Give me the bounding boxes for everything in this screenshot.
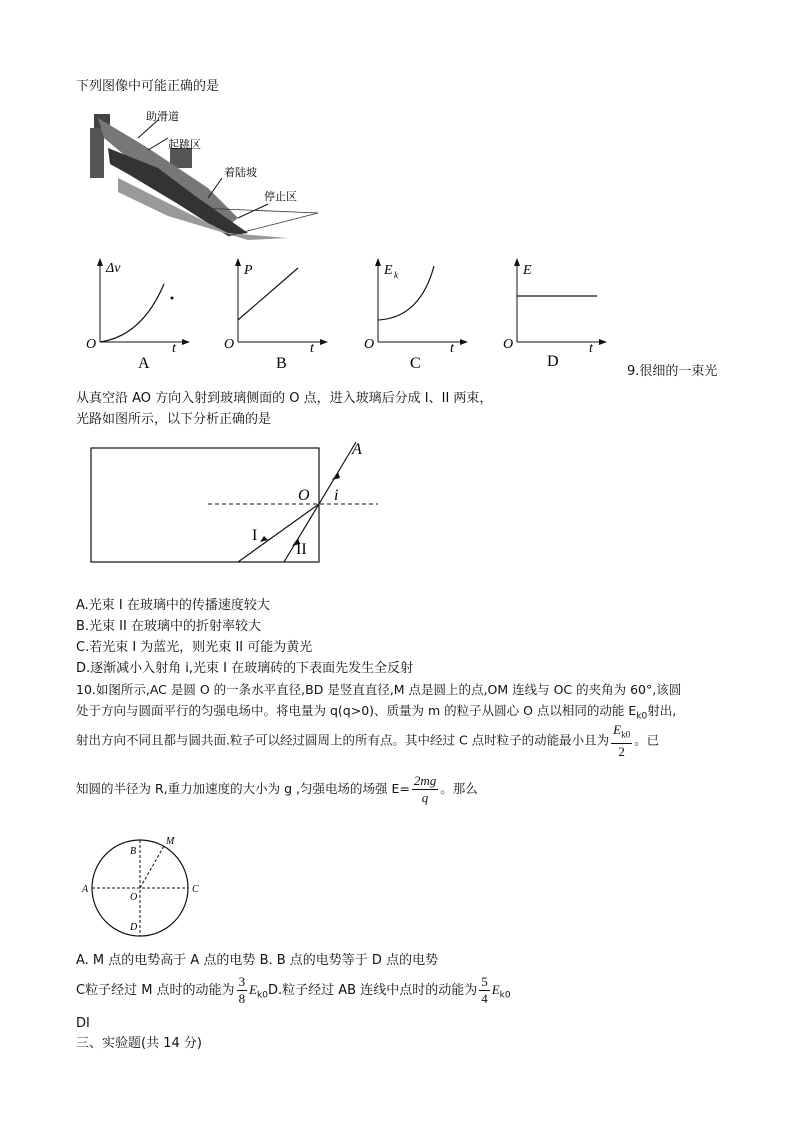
- graph-b-origin: O: [224, 337, 235, 352]
- q10-line4-end: 。那么: [440, 781, 478, 796]
- q10-line2-end: 射出,: [647, 703, 677, 718]
- circle-label-B: B: [130, 846, 137, 857]
- q9-option-b: B.光束 II 在玻璃中的折射率较大: [76, 619, 261, 634]
- graph-d-letter: D: [547, 353, 559, 370]
- q8-stem: 下列图像中可能正确的是: [76, 79, 220, 94]
- circle-label-O: O: [130, 892, 138, 903]
- graph-d: [497, 258, 607, 368]
- graph-c-ylabel-sub: k: [394, 270, 398, 280]
- graph-d-origin: O: [503, 337, 514, 352]
- circle-label-A: A: [82, 884, 89, 895]
- q10-line4-fraction: $\frac{2mg}{q}$: [413, 773, 437, 805]
- circle-label-M: M: [166, 836, 175, 847]
- ski-label-3: 着陆坡: [224, 167, 257, 179]
- q10-line4-text: 知圆的半径为 R,重力加速度的大小为 g ,匀强电场的场强 E=: [76, 781, 410, 796]
- graph-a-xlabel: t: [172, 341, 176, 356]
- graph-c-origin: O: [364, 337, 375, 352]
- q10-line3-text: 射出方向不同且都与圆共面.粒子可以经过圆周上的所有点。其中经过 C 点时粒子的动能最小且为: [76, 732, 610, 748]
- circle-figure: [80, 832, 220, 942]
- q9-option-d: D.逐渐减小入射角 i,光束 I 在玻璃砖的下表面先发生全反射: [76, 661, 414, 676]
- graph-c: [358, 258, 468, 372]
- ski-label-1: 助滑道: [146, 111, 179, 123]
- graph-b-xlabel: t: [310, 341, 314, 356]
- graph-b-ylabel: P: [244, 263, 253, 278]
- answer-text: DI: [76, 1016, 90, 1031]
- q10-line2-text: 处于方向与圆面平行的匀强电场中。将电量为 q(q>0)、质量为 m 的粒子从圆心 O 点以相同的动能 E: [76, 703, 637, 718]
- glass-label-O: O: [298, 487, 310, 504]
- q10-options-cd: C粒子经过 M 点时的动能为 $\frac{3}{8}$ $E_{k0}D$.粒子经过 AB 连线中点时的动能为 $\frac{5}{4}$ $E_{k0}$: [76, 974, 511, 1006]
- q10-line4: [76, 772, 478, 806]
- graph-c-letter: C: [410, 355, 421, 372]
- q10-line3-fraction: $\frac{E_{k0}}{2}$: [613, 722, 631, 759]
- ski-label-2: 起跳区: [168, 139, 201, 151]
- glass-label-i: i: [334, 487, 339, 504]
- graph-c-ylabel: E: [384, 263, 393, 278]
- glass-label-II: II: [296, 541, 307, 558]
- q10-line2-sub: k0: [636, 711, 648, 722]
- q10-line3: [76, 722, 659, 760]
- ski-jump-figure: [88, 108, 318, 248]
- glass-figure: [88, 438, 388, 578]
- q9-option-a: A.光束 I 在玻璃中的传播速度较大: [76, 598, 270, 613]
- q9-option-c: C.若光束 I 为蓝光，则光束 II 可能为黄光: [76, 640, 313, 655]
- q9-line1: 从真空沿 AO 方向入射到玻璃侧面的 O 点，进入玻璃后分成 I、II 两束，: [76, 391, 493, 406]
- graph-c-xlabel: t: [450, 341, 454, 356]
- graph-a-origin: O: [86, 337, 97, 352]
- graph-d-xlabel: t: [589, 341, 593, 356]
- graph-b: [218, 258, 328, 372]
- q10-line1: 10.如图所示,AC 是圆 O 的一条水平直径,BD 是竖直直径,M 点是圆上的点,OM 连线与 OC 的夹角为 60°,该圆: [76, 682, 682, 697]
- q9-line2: 光路如图所示，以下分析正确的是: [76, 412, 272, 427]
- q9-head: 9.很细的一束光: [627, 364, 718, 379]
- q10-option-d: D.粒子经过 AB 连线中点时的动能为: [267, 983, 478, 998]
- q10-options-ab: A. M 点的电势高于 A 点的电势 B. B 点的电势等于 D 点的电势: [76, 953, 439, 968]
- glass-label-I: I: [252, 527, 258, 544]
- graph-a-ylabel: Δv: [106, 261, 121, 276]
- q10-option-c: C粒子经过 M 点时的动能为: [76, 983, 235, 998]
- graph-a-letter: A: [138, 355, 150, 372]
- ski-label-4: 停止区: [264, 191, 297, 203]
- circle-label-C: C: [192, 884, 199, 895]
- graph-a: [80, 258, 190, 372]
- q10-line3-end: 。已: [634, 732, 660, 748]
- section-3-heading: 三、实验题(共 14 分): [76, 1036, 202, 1051]
- graph-b-letter: B: [276, 355, 287, 372]
- glass-label-A: A: [352, 441, 362, 458]
- graph-d-ylabel: E: [523, 263, 532, 278]
- circle-label-D: D: [130, 922, 138, 933]
